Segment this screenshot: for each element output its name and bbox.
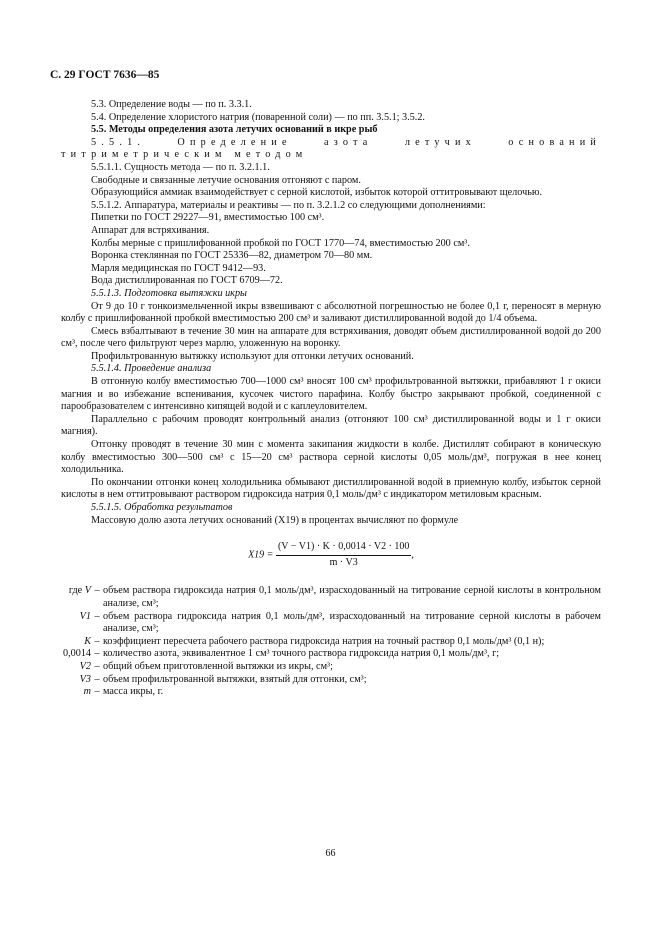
paragraph-text: Профильтрованную вытяжку используют для отгонки летучих оснований. — [91, 350, 414, 362]
formula-denominator: m · V3 — [329, 556, 358, 568]
paragraph-text: Отгонку проводят в течение 30 мин с момента закипания жидкости в колбе. Дистиллят собирают в коническую колбу вместимостью 300—500 см³ с 15—20 см³ раствора серной кислоты 0,05 моль/дм³, погружая в нее конец холодильника. — [61, 439, 601, 476]
formula-fraction — [276, 541, 411, 569]
formula-lhs: X19 = — [248, 549, 274, 561]
definition-row: V2 – общий объем приготовленной вытяжки из икры, см³; — [53, 661, 601, 674]
definition-symbol: V — [84, 585, 91, 597]
definition-text: коэффициент пересчета рабочего раствора гидроксида натрия на точный раствор 0,1 моль/дм³ (0,1 н); — [103, 635, 545, 647]
equipment-item: Марля медицинская по ГОСТ 9412—93. — [91, 262, 266, 274]
definition-row: 0,0014 – количество азота, эквивалентное 1 см³ точного раствора гидроксида натрия 0,1 моль/дм³, г; — [53, 648, 601, 661]
section-5-5-1-1: 5.5.1.1. Сущность метода — по п. 3.2.1.1. — [91, 161, 270, 173]
definitions-list — [53, 585, 601, 698]
section-5-5-1-5: 5.5.1.5. Обработка результатов — [91, 502, 233, 513]
definition-symbol: 0,0014 — [62, 648, 91, 660]
definition-symbol: V3 — [79, 673, 91, 685]
definition-row: m – масса икры, г. — [53, 686, 601, 699]
definition-row: K – коэффициент пересчета рабочего раствора гидроксида натрия на точный раствор 0,1 моль/дм³ (0,1 н); — [53, 636, 601, 649]
paragraph-text: В отгонную колбу вместимостью 700—1000 см³ вносят 100 см³ профильтрованной вытяжки, прибавляют 1 г окиси магния и во избежание вспенивания, кусочек чистого парафина. Колбу быстро закрывают пробкой, соединенной с парообразователем с интенсивно кипящей водой и с каплеуловителем. — [61, 376, 601, 413]
paragraph-text: От 9 до 10 г тонкоизмельченной икры взвешивают с абсолютной погрешностью не более 0,1 г, переносят в мерную колбу с пришлифованной пробкой вместимостью 200 см³ и заливают дистиллированной водой до 1/4 объема. — [61, 300, 601, 325]
definition-text: количество азота, эквивалентное 1 см³ точного раствора гидроксида натрия 0,1 моль/дм³, г; — [103, 648, 500, 660]
paragraph-text: По окончании отгонки конец холодильника обмывают дистиллированной водой в приемную колбу, избыток серной кислоты в нем оттитровывают раствором гидроксида натрия 0,1 моль/дм³ с индикатором метиловым красным. — [61, 476, 601, 501]
equipment-item: Аппарат для встряхивания. — [91, 224, 210, 236]
equipment-item: Колбы мерные с пришлифованной пробкой по ГОСТ 1770—74, вместимостью 200 см³. — [91, 237, 470, 249]
formula-numerator: (V − V1) · K · 0,0014 · V2 · 100 — [276, 541, 411, 556]
equipment-item: Воронка стеклянная по ГОСТ 25336—82, диаметром 70—80 мм. — [91, 250, 373, 262]
section-5-5-1-2: 5.5.1.2. Аппаратура, материалы и реактивы — по п. 3.2.1.2 со следующими дополнениями: — [91, 199, 486, 211]
definition-text: объем раствора гидроксида натрия 0,1 моль/дм³, израсходованный на титрование серной кислоты в контрольном анализе, см³; — [103, 585, 601, 609]
definition-symbol: m — [83, 686, 91, 698]
section-5-4: 5.4. Определение хлористого натрия (поваренной соли) — по пп. 3.5.1; 3.5.2. — [91, 111, 425, 123]
formula-tail: , — [411, 549, 414, 561]
page-number: 66 — [325, 848, 336, 859]
section-5-5-title: 5.5. Методы определения азота летучих оснований в икре рыб — [91, 124, 378, 136]
definition-row: V3 – объем профильтрованной вытяжки, взятый для отгонки, см³; — [53, 674, 601, 687]
section-5-5-1-3: 5.5.1.3. Подготовка вытяжки икры — [91, 287, 247, 299]
definition-text: объем раствора гидроксида натрия 0,1 моль/дм³, израсходованный на титрование серной кислоты в рабочем анализе, см³; — [103, 610, 601, 635]
definition-text: общий объем приготовленной вытяжки из икры, см³; — [103, 660, 333, 672]
section-5-5-1-title: 5.5.1. Определение азота летучих оснований титриметрическим методом — [61, 136, 601, 161]
equipment-item: Вода дистиллированная по ГОСТ 6709—72. — [91, 275, 283, 287]
definition-text: масса икры, г. — [103, 686, 164, 698]
definition-row: где V – объем раствора гидроксида натрия 0,1 моль/дм³, израсходованный на титрование серной кислоты в контрольном анализе, см³; — [68, 585, 601, 609]
paragraph-text: Параллельно с рабочим проводят контрольный анализ (отгоняют 100 см³ дистиллированной воды и 1 г окиси магния). — [61, 413, 601, 438]
definition-symbol: K — [84, 635, 91, 647]
paragraph-text: Свободные и связанные летучие основания отгоняют с паром. — [91, 174, 361, 186]
section-5-5-1-4: 5.5.1.4. Проведение анализа — [91, 363, 212, 375]
paragraph-text: Массовую долю азота летучих оснований (X19) в процентах вычисляют по формуле — [91, 514, 459, 526]
running-header: С. 29 ГОСТ 7636—85 — [50, 69, 160, 81]
definition-symbol: V1 — [79, 610, 91, 622]
definition-text: объем профильтрованной вытяжки, взятый для отгонки, см³; — [103, 673, 367, 685]
paragraph-text: Образующийся аммиак взаимодействует с серной кислотой, избыток которой оттитровывают щелочью. — [91, 187, 542, 199]
where-label: где — [68, 585, 83, 597]
section-5-3: 5.3. Определение воды — по п. 3.3.1. — [91, 99, 252, 110]
definition-symbol: V2 — [79, 660, 91, 672]
document-body — [61, 99, 601, 699]
paragraph-text: Смесь взбалтывают в течение 30 мин на аппарате для встряхивания, доводят объем дистиллированной водой до 200 см³, после чего фильтруют через марлю, уложенную на воронку. — [61, 325, 601, 350]
equipment-item: Пипетки по ГОСТ 29227—91, вместимостью 100 см³. — [91, 212, 325, 224]
definition-row: V1 – объем раствора гидроксида натрия 0,1 моль/дм³, израсходованный на титрование серной кислоты в рабочем анализе, см³; — [53, 611, 601, 636]
formula — [61, 541, 601, 569]
